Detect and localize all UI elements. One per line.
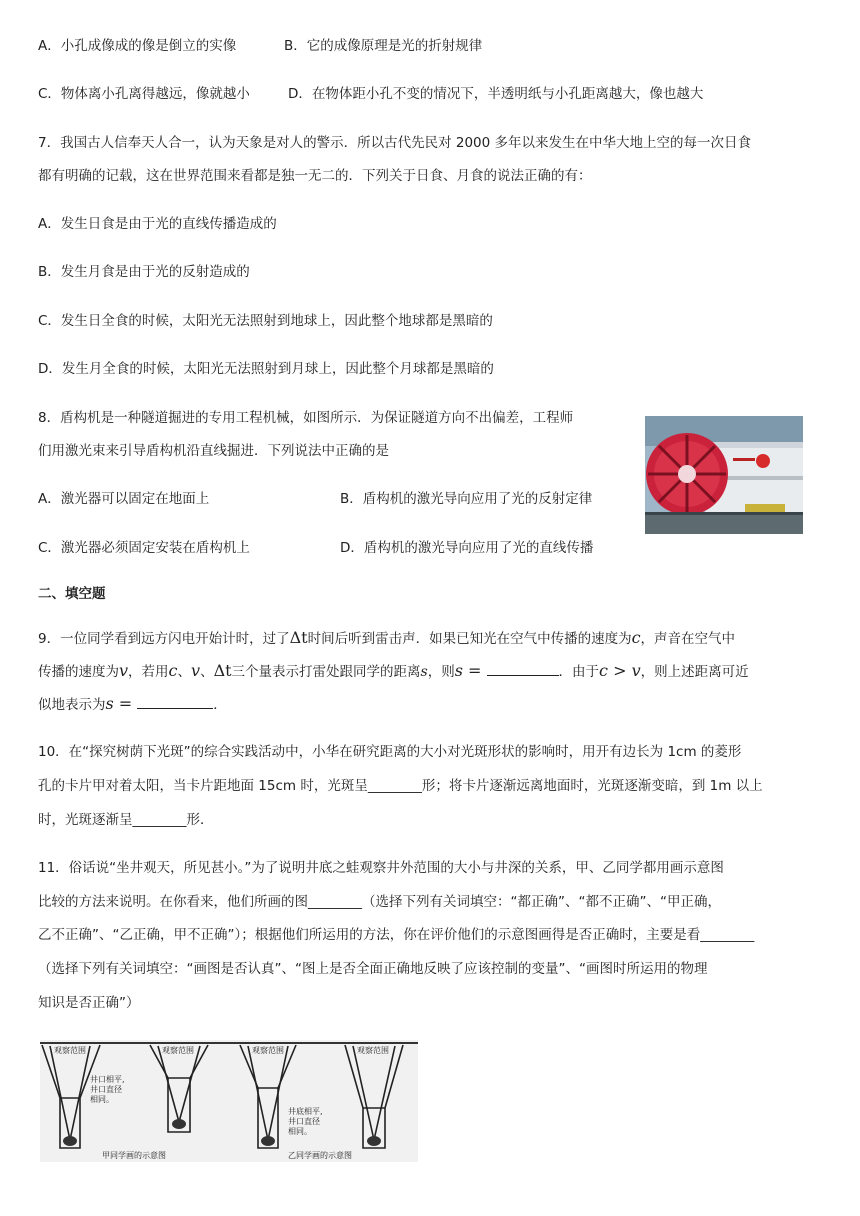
q11-line5: 知识是否正确”） [38, 995, 140, 1011]
q9-line3 [38, 694, 227, 715]
shield-machine-photo [645, 416, 803, 534]
note-yi-line2: 井口直径 [288, 1117, 320, 1126]
q9-blank-2[interactable] [137, 694, 213, 709]
q9-line2 [38, 661, 749, 682]
equals-sign: = [462, 661, 487, 680]
delta-t: Δt [213, 661, 232, 680]
q7-option-a: A．发生日食是由于光的直线传播造成的 [38, 216, 277, 232]
c-greater-than-v: c > v [599, 661, 641, 680]
q6-option-a: A．小孔成像成的像是倒立的实像 [38, 38, 237, 54]
q9-text: ，则 [427, 664, 455, 680]
equals-sign: = [113, 694, 138, 713]
symbol-c: c [168, 661, 178, 680]
symbol-s: s [105, 694, 114, 713]
q8-option-d: D．盾构机的激光导向应用了光的直线传播 [340, 540, 594, 556]
symbol-v: v [119, 661, 129, 680]
q6-option-b: B．它的成像原理是光的折射规律 [284, 38, 483, 54]
q9-blank-1[interactable] [487, 661, 559, 676]
symbol-s: s [454, 661, 463, 680]
q9-text: 时间后听到雷击声．如果已知光在空气中传播的速度为 [307, 631, 632, 647]
q8-stem-line1: 8．盾构机是一种隧道掘进的专用工程机械，如图所示．为保证隧道方向不出偏差，工程师 [38, 410, 574, 426]
q6-option-c: C．物体离小孔离得越远，像就越小 [38, 86, 250, 102]
q6-option-d: D．在物体距小孔不变的情况下，半透明纸与小孔距离越大，像也越大 [288, 86, 704, 102]
q10-line1: 10．在“探究树荫下光斑”的综合实践活动中，小华在研究距离的大小对光斑形状的影响时，用开有边长为 1cm 的菱形 [38, 744, 742, 760]
caption-yi: 乙同学画的示意图 [288, 1151, 352, 1160]
q7-option-b: B．发生月食是由于光的反射造成的 [38, 264, 250, 280]
q11-line3: 乙不正确”、“乙正确，甲不正确”）；根据他们所运用的方法，你在评价他们的示意图画得是否正确时，主要是看________ [38, 927, 755, 943]
symbol-s: s [420, 664, 428, 680]
note-jia-line3: 相同。 [90, 1095, 114, 1104]
symbol-v: v [191, 661, 201, 680]
q11-line1: 11．俗话说“坐井观天，所见甚小。”为了说明井底之蛙观察井外范围的大小与井深的关系，甲、乙同学都用画示意图 [38, 860, 724, 876]
range-label: 观察范围 [252, 1046, 284, 1055]
shield-machine-illustration [645, 416, 803, 534]
q9-text: 三个量表示打雷处跟同学的距离 [231, 664, 421, 680]
q11-line4: （选择下列有关词填空：“画图是否认真”、“图上是否全面正确地反映了应该控制的变量”、“画图时所运用的物理 [38, 961, 708, 977]
q9-line1 [38, 628, 735, 649]
symbol-c: c [631, 628, 641, 647]
q8-option-c: C．激光器必须固定安装在盾构机上 [38, 540, 250, 556]
range-label: 观察范围 [162, 1046, 194, 1055]
q9-text: ，若用 [128, 664, 169, 680]
note-jia-line1: 井口相平, [90, 1075, 125, 1084]
q9-text: 、 [177, 664, 192, 680]
q9-text: 、 [200, 664, 214, 680]
q9-text: ．由于 [558, 664, 600, 680]
q9-text: 9．一位同学看到远方闪电开始计时，过了 [38, 631, 290, 647]
range-label: 观察范围 [54, 1046, 86, 1055]
delta-t: Δt [289, 628, 308, 647]
q7-option-c: C．发生日全食的时候，太阳光无法照射到地球上，因此整个地球都是黑暗的 [38, 313, 493, 329]
note-yi-line1: 井底相平, [288, 1107, 323, 1116]
note-yi-line3: 相同。 [288, 1127, 312, 1136]
section-title-fill-in: 二、填空题 [38, 586, 106, 602]
q8-stem-line2: 们用激光束来引导盾构机沿直线掘进．下列说法中正确的是 [38, 443, 389, 459]
q10-line3: 时，光斑逐渐呈________形． [38, 812, 214, 828]
range-label: 观察范围 [357, 1046, 389, 1055]
well-frog-figure [40, 1040, 418, 1162]
q8-option-a: A．激光器可以固定在地面上 [38, 491, 210, 507]
q9-text: 传播的速度为 [38, 664, 119, 680]
q9-text: ． [213, 697, 227, 713]
q10-line2: 孔的卡片甲对着太阳，当卡片距地面 15cm 时，光斑呈________形；将卡片逐渐远离地面时，光斑逐渐变暗，到 1m 以上 [38, 778, 763, 794]
q7-stem-line1: 7．我国古人信奉天人合一，认为天象是对人的警示．所以古代先民对 2000 多年以来发生在中华大地上空的每一次日食 [38, 135, 752, 151]
q9-text: 似地表示为 [38, 697, 106, 713]
q8-option-b: B．盾构机的激光导向应用了光的反射定律 [340, 491, 593, 507]
q9-text: ，则上述距离可近 [640, 664, 749, 680]
q9-text: ，声音在空气中 [640, 631, 736, 647]
q7-option-d: D．发生月全食的时候，太阳光无法照射到月球上，因此整个月球都是黑暗的 [38, 361, 494, 377]
q7-stem-line2: 都有明确的记载，这在世界范围来看都是独一无二的．下列关于日食、月食的说法正确的有： [38, 168, 592, 184]
caption-jia: 甲同学画的示意图 [102, 1151, 166, 1160]
q11-line2: 比较的方法来说明。在你看来，他们所画的图________（选择下列有关词填空：“都正确”、“都不正确”、“甲正确， [38, 894, 721, 910]
note-jia-line2: 井口直径 [90, 1085, 122, 1094]
well-frog-diagram [40, 1040, 418, 1162]
